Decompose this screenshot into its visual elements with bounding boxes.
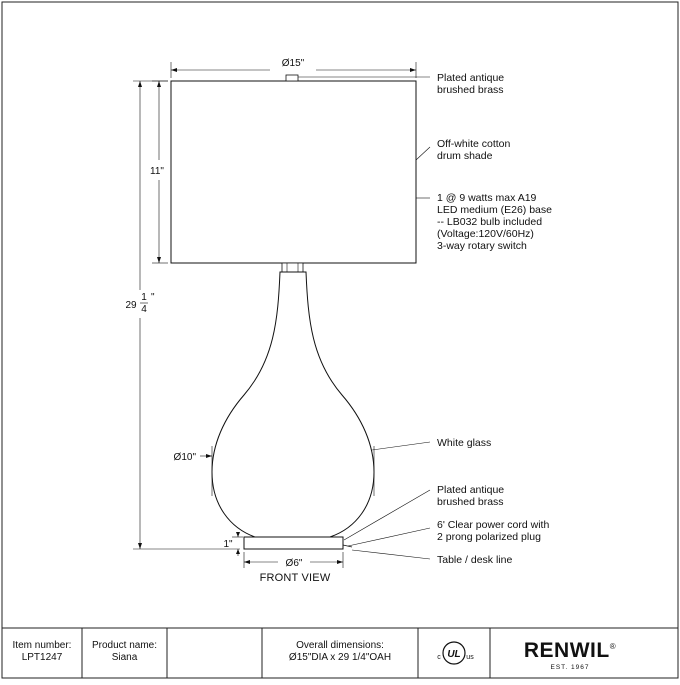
item-number-cell xyxy=(2,628,82,676)
callout-table-line: Table / desk line xyxy=(437,554,513,566)
drum-shade xyxy=(171,81,416,263)
dim-shade-height xyxy=(150,81,168,263)
title-block xyxy=(2,628,678,676)
neck-fitting xyxy=(282,263,303,272)
svg-text:UL: UL xyxy=(447,649,461,660)
product-name-label: Product name: xyxy=(91,640,158,651)
overall-height-denominator: 4 xyxy=(141,304,147,315)
blank-cell xyxy=(167,628,262,676)
callout-bulb: 1 @ 9 watts max A19 LED medium (E26) base -- LB032 bulb included (Voltage:120V/60Hz) 3-way rotary switch xyxy=(437,192,552,252)
dim-base-height xyxy=(223,532,243,556)
overall-dimensions-value: Ø15"DIA x 29 1/4"OAH xyxy=(288,652,392,663)
item-number-label: Item number: xyxy=(12,640,72,651)
overall-height-whole: 29 xyxy=(125,300,137,311)
svg-text:us: us xyxy=(466,654,474,661)
dim-base-diameter xyxy=(244,552,343,569)
svg-text:c: c xyxy=(437,654,441,661)
base-diameter-label: Ø6" xyxy=(285,558,303,569)
overall-height-numerator: 1 xyxy=(141,292,147,303)
brand-logo xyxy=(495,636,645,671)
glass-body xyxy=(212,272,374,537)
product-name-cell xyxy=(82,628,167,676)
brand-name: RENWIL® xyxy=(523,639,617,662)
item-number-value: LPT1247 xyxy=(21,652,63,663)
callout-glass: White glass xyxy=(437,437,492,449)
callout-finial-finish: Plated antique brushed brass xyxy=(437,72,505,96)
base-height-label: 1" xyxy=(223,539,233,550)
product-name-value: Siana xyxy=(111,652,138,663)
body-diameter-label: Ø10" xyxy=(173,452,196,463)
finial xyxy=(286,75,298,81)
shade-height-label: 11" xyxy=(150,166,164,177)
overall-height-inch: " xyxy=(151,292,155,303)
overall-dimensions-cell xyxy=(262,628,418,676)
callout-shade: Off-white cotton drum shade xyxy=(437,138,511,162)
overall-dimensions-label: Overall dimensions: xyxy=(296,640,384,651)
shade-diameter-label: Ø15" xyxy=(281,58,305,69)
brand-established: EST. 1967 xyxy=(550,664,590,671)
callout-base-finish: Plated antique brushed brass xyxy=(437,484,505,508)
view-label: FRONT VIEW xyxy=(259,572,331,584)
callout-cord: 6' Clear power cord with 2 prong polarized plug xyxy=(437,519,550,543)
lamp-base xyxy=(244,537,343,549)
